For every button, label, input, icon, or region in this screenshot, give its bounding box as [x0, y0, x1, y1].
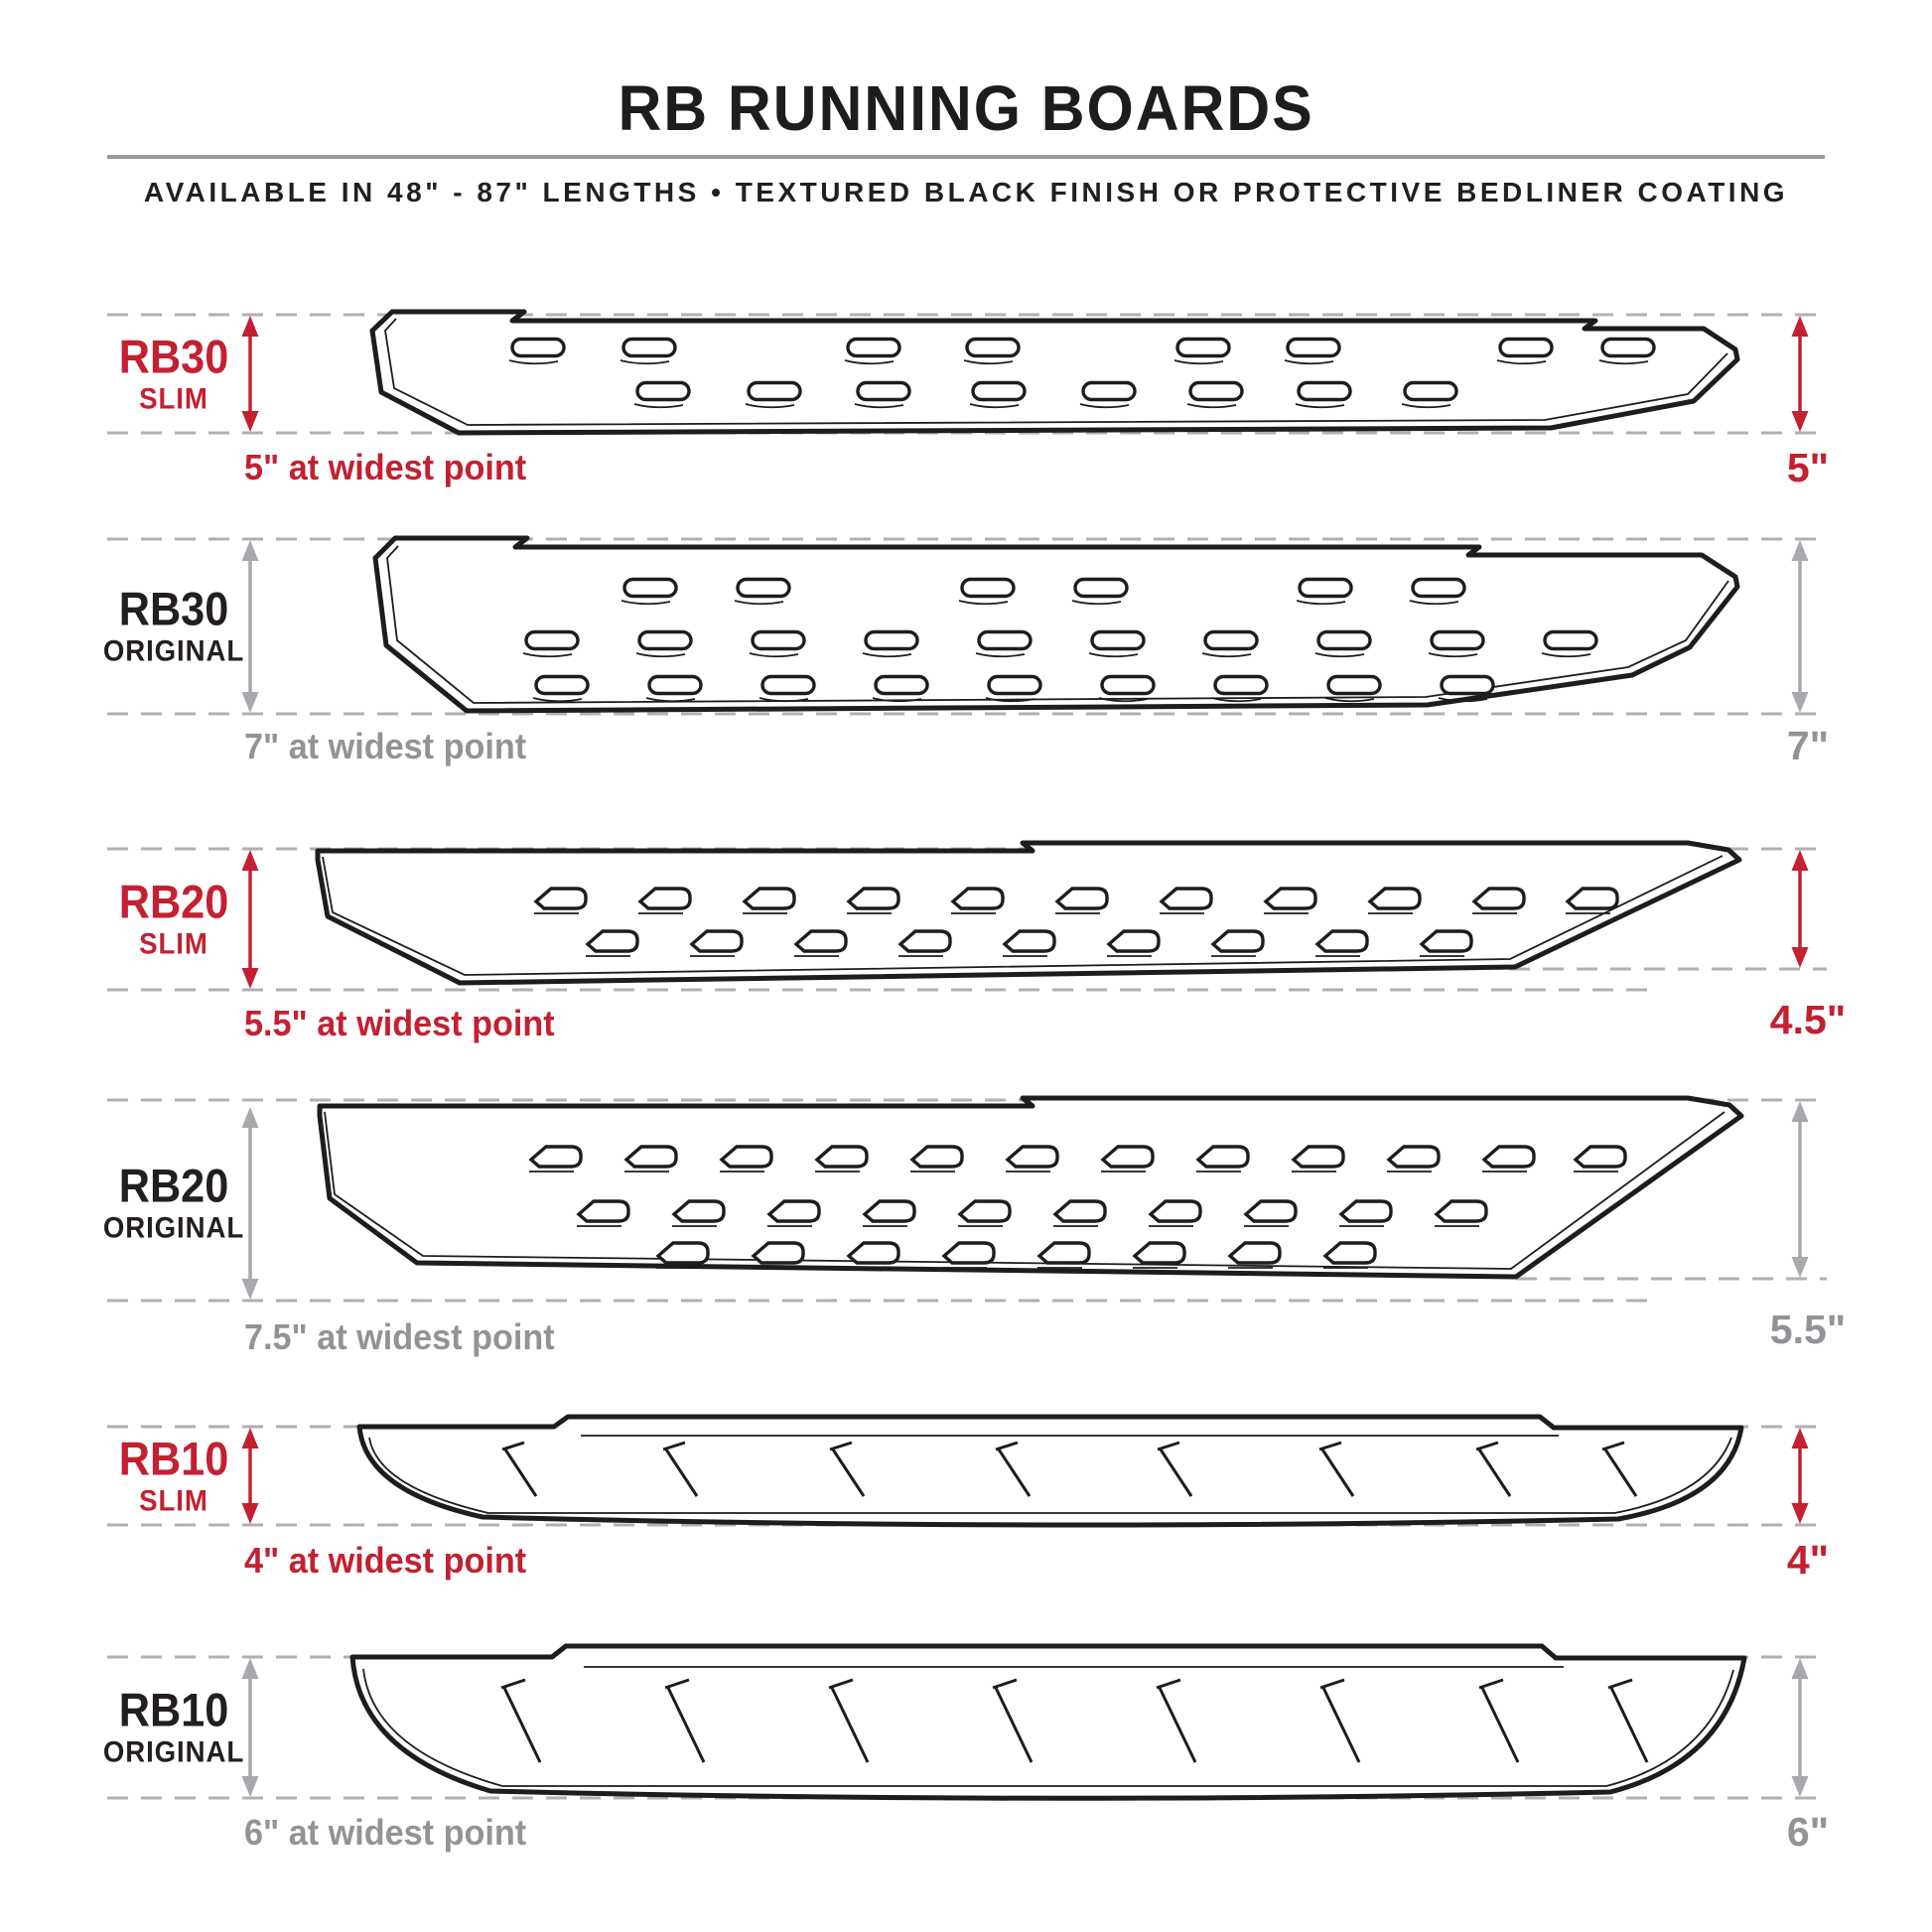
diagram-row-5 [107, 1417, 1827, 1525]
dimension-arrow [1792, 1428, 1809, 1524]
title-divider [107, 155, 1825, 159]
dimension-arrow [1792, 850, 1809, 968]
height-dimension: 6" [1786, 1809, 1830, 1855]
dimension-arrow [1792, 1658, 1809, 1797]
widest-point-annotation: 6" at widest point [244, 1812, 527, 1853]
board-drawing [320, 1098, 1741, 1277]
height-dimension: 4" [1786, 1537, 1830, 1583]
model-name: RB20 [118, 875, 229, 928]
height-dimension: 4.5" [1769, 997, 1847, 1042]
variant-name: SLIM [139, 927, 208, 961]
widest-point-annotation: 5.5" at widest point [244, 1003, 555, 1043]
variant-name: ORIGINAL [102, 634, 245, 668]
model-name: RB20 [118, 1159, 229, 1212]
model-name: RB30 [118, 582, 229, 635]
height-dimension: 5" [1786, 445, 1830, 490]
board-drawing [359, 1417, 1741, 1525]
variant-name: SLIM [139, 382, 208, 416]
board-drawing [352, 1646, 1744, 1798]
page-subtitle: AVAILABLE IN 48" - 87" LENGTHS • TEXTURED BLACK FINISH OR PROTECTIVE BEDLINER COATING [143, 177, 1789, 207]
widest-point-annotation: 4" at widest point [244, 1540, 527, 1581]
diagram-row-2 [107, 538, 1827, 714]
dimension-arrow [1792, 1101, 1809, 1278]
model-name: RB30 [118, 330, 229, 383]
height-dimension: 7" [1786, 723, 1830, 768]
model-name: RB10 [118, 1683, 229, 1736]
variant-name: SLIM [139, 1484, 208, 1518]
board-drawing [375, 538, 1737, 711]
dimension-arrow [1792, 316, 1809, 432]
height-dimension: 5.5" [1769, 1307, 1847, 1352]
widest-point-annotation: 7.5" at widest point [244, 1316, 555, 1357]
label-rb20-original [87, 1161, 261, 1245]
diagram-row-3 [107, 843, 1827, 990]
diagram-row-6 [107, 1646, 1827, 1798]
label-rb30-slim [87, 332, 261, 416]
variant-name: ORIGINAL [102, 1735, 245, 1769]
widest-point-annotation: 7" at widest point [244, 726, 527, 766]
widest-point-annotation: 5" at widest point [244, 447, 527, 487]
diagram-row-1 [107, 312, 1827, 433]
label-rb10-original [87, 1685, 261, 1769]
page-title: RB RUNNING BOARDS [618, 72, 1314, 144]
dimension-arrow [1792, 540, 1809, 713]
variant-name: ORIGINAL [102, 1211, 245, 1245]
board-drawing [318, 843, 1739, 983]
label-rb20-slim [87, 877, 261, 961]
board-drawing [372, 312, 1737, 433]
label-rb10-slim [87, 1434, 261, 1518]
label-rb30-original [87, 584, 261, 668]
model-name: RB10 [118, 1432, 229, 1485]
diagram-row-4 [107, 1098, 1827, 1301]
